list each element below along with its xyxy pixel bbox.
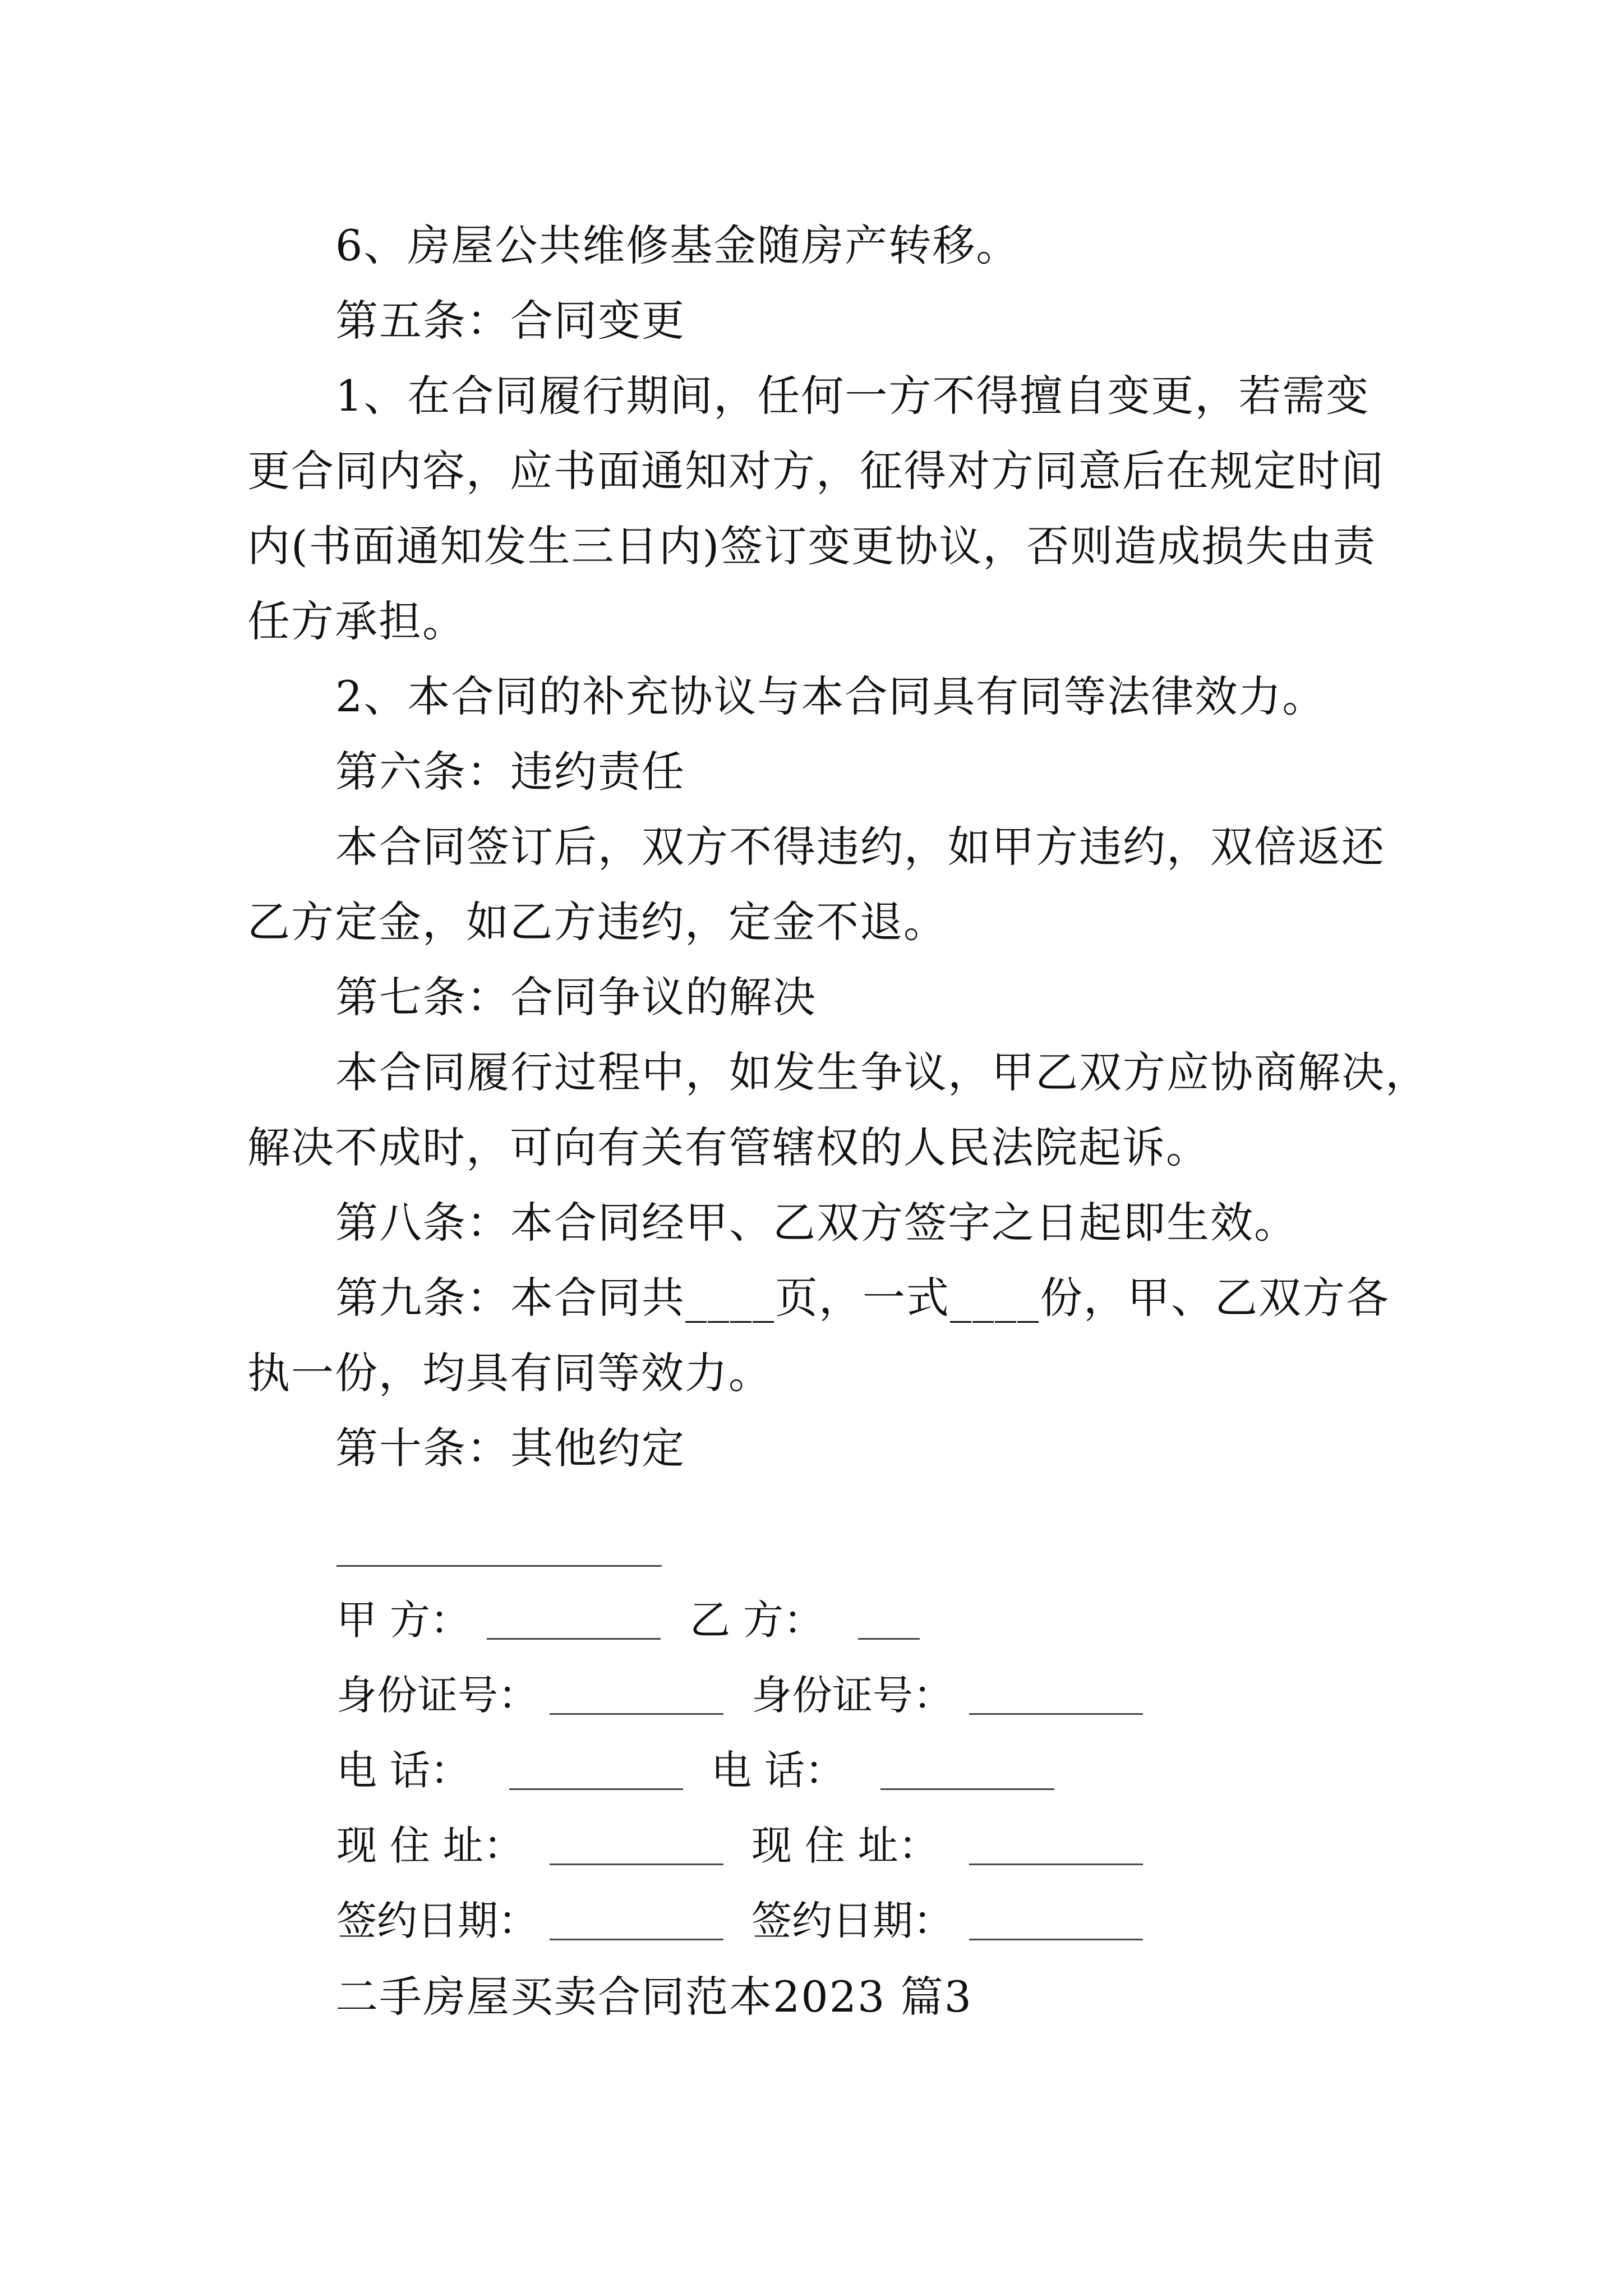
signature-row-phone: [336, 1747, 1234, 1795]
id-a-field: [550, 1675, 723, 1715]
address-a-field: [550, 1825, 723, 1865]
signature-row-id: [336, 1672, 1234, 1720]
party-a-label: 甲 方：: [336, 1596, 471, 1644]
date-a-label: 签约日期：: [336, 1897, 539, 1944]
section-heading: 第七条：合同争议的解决: [335, 972, 817, 1022]
paragraph-line: 乙方定金，如乙方违约，定金不退。: [247, 897, 947, 947]
next-section-title: 二手房屋买卖合同范本2023 篇3: [335, 1972, 972, 2022]
signature-row-address: [336, 1822, 1234, 1870]
address-a-label: 现 住 址：: [336, 1822, 524, 1869]
id-a-label: 身份证号：: [336, 1672, 539, 1719]
date-a-field: [550, 1901, 723, 1940]
section-heading: 第五条：合同变更: [335, 296, 685, 346]
phone-a-field: [509, 1750, 683, 1790]
paragraph-line: 解决不成时，可向有关有管辖权的人民法院起诉。: [247, 1122, 1210, 1172]
address-b-label: 现 住 址：: [751, 1822, 939, 1869]
paragraph-line: 1、在合同履行期间，任何一方不得擅自变更，若需变: [335, 371, 1370, 421]
id-b-label: 身份证号：: [751, 1672, 954, 1719]
date-b-label: 签约日期：: [751, 1897, 954, 1944]
date-b-field: [969, 1901, 1143, 1940]
paragraph-line: 第九条：本合同共____页，一式____份，甲、乙双方各: [335, 1273, 1390, 1323]
paragraph-line: 更合同内容，应书面通知对方，征得对方同意后在规定时间: [247, 446, 1385, 496]
paragraph-line: 第八条：本合同经甲、乙双方签字之日起即生效。: [335, 1198, 1298, 1248]
other-terms-blank: [336, 1565, 662, 1567]
signature-row-date: [336, 1897, 1234, 1945]
paragraph-line: 6、房屋公共维修基金随房产转移。: [335, 220, 1020, 270]
paragraph-line: 本合同签订后，双方不得违约，如甲方违约，双倍返还: [335, 822, 1385, 872]
paragraph-line: 任方承担。: [247, 596, 466, 646]
party-a-field: [487, 1600, 661, 1640]
address-b-field: [969, 1825, 1143, 1865]
phone-b-field: [880, 1750, 1054, 1790]
section-heading: 第十条：其他约定: [335, 1423, 685, 1473]
paragraph-line: 内(书面通知发生三日内)签订变更协议，否则造成损失由责: [247, 521, 1377, 571]
id-b-field: [969, 1675, 1143, 1715]
party-b-field: [858, 1600, 920, 1640]
phone-b-label: 电 话：: [711, 1747, 845, 1794]
phone-a-label: 电 话：: [336, 1747, 471, 1794]
paragraph-line: 本合同履行过程中，如发生争议，甲乙双方应协商解决，: [335, 1047, 1429, 1097]
section-heading: 第六条：违约责任: [335, 747, 685, 797]
signature-row-party: [336, 1596, 1234, 1645]
party-b-label: 乙 方：: [690, 1596, 824, 1644]
paragraph-line: 执一份，均具有同等效力。: [247, 1348, 772, 1398]
paragraph-line: 2、本合同的补充协议与本合同具有同等法律效力。: [335, 671, 1326, 721]
